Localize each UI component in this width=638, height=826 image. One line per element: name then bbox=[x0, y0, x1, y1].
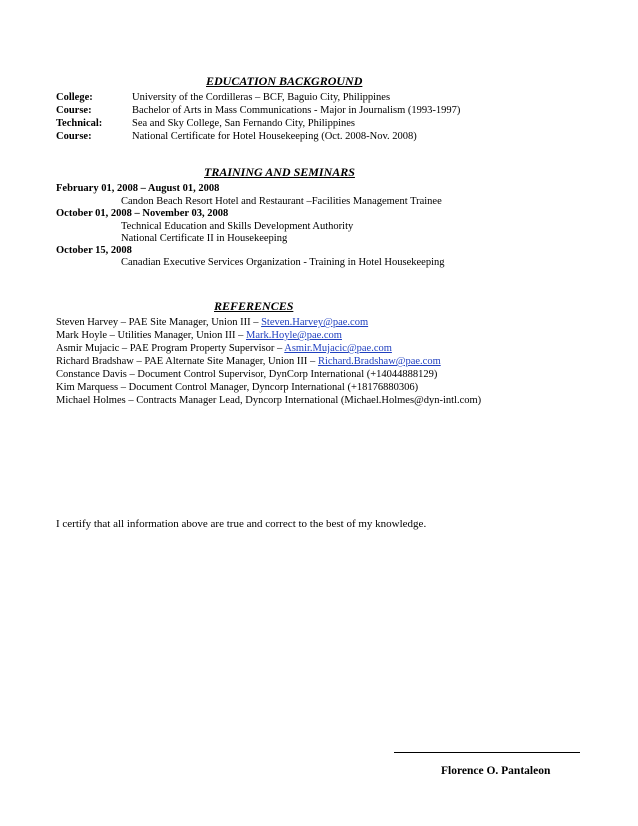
references-heading: REFERENCES bbox=[214, 299, 294, 313]
reference-email-link[interactable]: Steven.Harvey@pae.com bbox=[261, 317, 369, 328]
training-date: February 01, 2008 – August 01, 2008 bbox=[56, 183, 220, 194]
reference-item bbox=[56, 368, 437, 381]
reference-text: Mark Hoyle – Utilities Manager, Union III – bbox=[56, 330, 246, 341]
reference-text: Michael Holmes – Contracts Manager Lead, Dyncorp International (Michael.Holmes@dyn-intl.com) bbox=[56, 395, 482, 406]
education-value: Bachelor of Arts in Mass Communications - Major in Journalism (1993-1997) bbox=[132, 105, 461, 116]
signature-name: Florence O. Pantaleon bbox=[441, 765, 551, 777]
certification-statement: I certify that all information above are true and correct to the best of my knowledge. bbox=[56, 518, 427, 530]
reference-text: Steven Harvey – PAE Site Manager, Union III – bbox=[56, 317, 262, 328]
education-row bbox=[56, 91, 390, 104]
education-value: University of the Cordilleras – BCF, Baguio City, Philippines bbox=[132, 92, 391, 103]
reference-text: Asmir Mujacic – PAE Program Property Supervisor – bbox=[56, 343, 285, 354]
education-label: Course: bbox=[56, 131, 92, 142]
education-value: National Certificate for Hotel Housekeeping (Oct. 2008-Nov. 2008) bbox=[132, 131, 417, 142]
reference-item bbox=[56, 342, 392, 355]
training-date: October 15, 2008 bbox=[56, 245, 132, 256]
education-value: Sea and Sky College, San Fernando City, Philippines bbox=[132, 118, 356, 129]
reference-item bbox=[56, 316, 368, 329]
reference-text: Constance Davis – Document Control Supervisor, DynCorp International (+14044888129) bbox=[56, 369, 438, 380]
reference-email-link[interactable]: Asmir.Mujacic@pae.com bbox=[284, 343, 392, 354]
education-row bbox=[56, 104, 460, 117]
reference-email-link[interactable]: Mark.Hoyle@pae.com bbox=[246, 330, 342, 341]
education-row bbox=[56, 130, 417, 143]
reference-text: Richard Bradshaw – PAE Alternate Site Manager, Union III – bbox=[56, 356, 318, 367]
reference-item bbox=[56, 355, 441, 368]
training-detail: Candon Beach Resort Hotel and Restaurant –Facilities Management Trainee bbox=[121, 196, 442, 207]
reference-item bbox=[56, 329, 342, 342]
reference-item bbox=[56, 394, 481, 407]
signature-line bbox=[394, 752, 580, 753]
education-label: College: bbox=[56, 92, 93, 103]
training-detail: National Certificate II in Housekeeping bbox=[121, 233, 288, 244]
training-date: October 01, 2008 – November 03, 2008 bbox=[56, 208, 229, 219]
education-label: Technical: bbox=[56, 118, 103, 129]
training-detail: Technical Education and Skills Development Authority bbox=[121, 221, 354, 232]
reference-email-link[interactable]: Richard.Bradshaw@pae.com bbox=[317, 356, 441, 367]
training-heading: TRAINING AND SEMINARS bbox=[204, 165, 355, 179]
education-row bbox=[56, 117, 355, 130]
education-heading: EDUCATION BACKGROUND bbox=[206, 74, 363, 88]
reference-text: Kim Marquess – Document Control Manager, Dyncorp International (+18176880306) bbox=[56, 382, 419, 393]
education-label: Course: bbox=[56, 105, 92, 116]
reference-item bbox=[56, 381, 418, 394]
training-detail: Canadian Executive Services Organization - Training in Hotel Housekeeping bbox=[121, 257, 445, 268]
